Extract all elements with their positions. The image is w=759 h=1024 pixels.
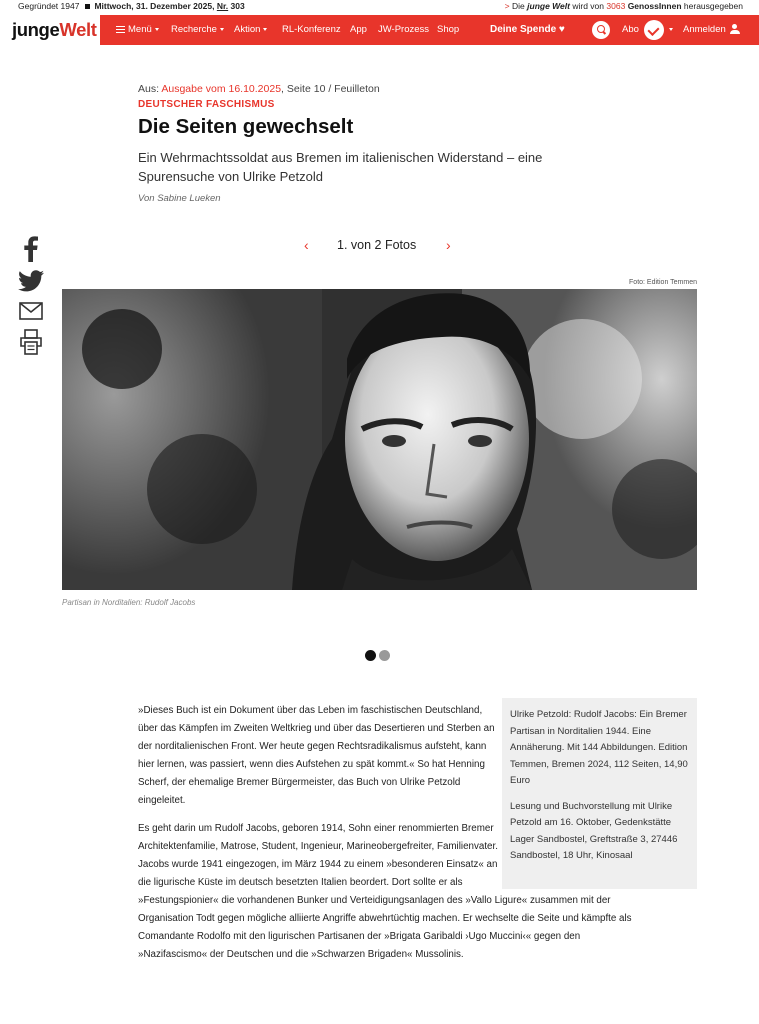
cooperative-promo-link[interactable] xyxy=(505,0,743,13)
logo-part1: junge xyxy=(12,19,60,40)
promo-text-mid: wird von xyxy=(572,1,605,11)
abo-dropdown[interactable] xyxy=(666,15,673,45)
article-kicker: DEUTSCHER FASCHISMUS xyxy=(138,99,275,110)
infobox-event: Lesung und Buchvorstellung mit Ulrike Petzold am 16. Oktober, Gedenkstätte Lager Sandbostel, Greftstraße 3, 27446 Sandbostel, 18 Uhr, Kinosaal xyxy=(510,800,678,861)
main-nav xyxy=(100,15,759,45)
nav-shop[interactable]: Shop xyxy=(437,24,460,35)
infobox-book: Ulrike Petzold: Rudolf Jacobs: Ein Bremer Partisan in Norditalien 1944. Eine Annäherung. Mit 144 Abbildungen. Edition Temmen, Bremen 2024, 112 Seiten, 14,90 Euro xyxy=(510,709,688,786)
caret-down-icon xyxy=(220,28,224,31)
chevron-right-icon: > xyxy=(504,1,510,11)
twitter-icon[interactable] xyxy=(18,270,44,292)
promo-group: GenossInnen xyxy=(627,1,682,11)
check-icon[interactable] xyxy=(644,20,664,40)
gallery-next-button[interactable]: › xyxy=(446,237,451,253)
article-title: Die Seiten gewechselt xyxy=(138,115,354,138)
mail-icon[interactable] xyxy=(18,302,44,320)
portrait-image xyxy=(62,289,697,590)
promo-brand: junge Welt xyxy=(527,1,570,11)
user-icon xyxy=(730,24,740,34)
promo-text-post: herausgegeben xyxy=(683,1,743,11)
gallery-dot-1[interactable] xyxy=(365,650,376,661)
article-subtitle: Ein Wehrmachtssoldat aus Bremen im italienischen Widerstand – eine Spurensuche von Ulrike Petzold xyxy=(138,150,543,184)
gallery-prev-button[interactable]: ‹ xyxy=(304,237,309,253)
issue-number: 303 xyxy=(230,1,245,11)
caret-down-icon xyxy=(155,28,159,31)
gallery-nav xyxy=(300,236,460,254)
paragraph-2: Es geht darin um Rudolf Jacobs, geboren 1914, Sohn einer renommierten Bremer Architektenfamilie, Matrose, Student, Ingenieur, Marineobergefreiter, Familienvater. Jacobs wurde 1941 eingezogen, im März 1944 zu einem »besonderen Einsatz« an die ligurische Küste im deutsch besetzten Italien beordert. Dort sollte er als »Festungspionier« die vorhandenen Bunker und Verteidigungsanlagen des »Vallo Ligure« zusammen mit der Organisation Todt gegen mögliche alliierte Angriffe abwehrtüchtig machen. Er wechselte die Seite und kämpfte als Comandante Rodolfo mit den ligurischen Partisanen der »Brigata Garibaldi ›Ugo Muccini‹« gegen den »Nazifascismo« der Deutschen und die »Schwarzen Brigaden« Mussolinis. xyxy=(138,823,632,960)
gallery-dot-2[interactable] xyxy=(379,650,390,661)
founded-text: Gegründet 1947 xyxy=(18,1,80,11)
nav-app[interactable]: App xyxy=(350,24,367,35)
promo-text-pre: Die xyxy=(512,1,525,11)
date-text: Mittwoch, 31. Dezember 2025, xyxy=(94,1,215,11)
article-photo[interactable] xyxy=(62,289,697,590)
gallery-counter: 1. von 2 Fotos xyxy=(337,238,417,252)
nav-abo[interactable]: Abo xyxy=(622,24,639,35)
meta-suffix: , Seite 10 / Feuilleton xyxy=(281,83,380,95)
nav-menu[interactable]: Menü xyxy=(116,15,159,45)
site-logo[interactable] xyxy=(12,18,96,42)
nav-donate[interactable]: Deine Spende ♥ xyxy=(490,24,565,35)
caret-down-icon xyxy=(263,28,267,31)
article-author: Von Sabine Lueken xyxy=(138,193,221,204)
photo-credit: Foto: Edition Temmen xyxy=(629,279,697,286)
square-icon xyxy=(85,4,90,9)
nav-recherche[interactable]: Recherche xyxy=(171,15,224,45)
search-icon[interactable] xyxy=(592,21,610,39)
article-meta xyxy=(138,83,380,95)
nav-aktion[interactable]: Aktion xyxy=(234,15,267,45)
photo-caption: Partisan in Norditalien: Rudolf Jacobs xyxy=(62,598,196,607)
paragraph-1: »Dieses Buch ist ein Dokument über das Leben im faschistischen Deutschland, über das Kämpfen im Zweiten Weltkrieg und über das Desertieren und Sterben an der norditalienischen Front. Wer heute gegen Rechtsradikalismus aufsteht, kann hier lernen, was passiert, wenn dies Aufstehen zu spät kommt.« So hat Henning Scherf, der ehemalige Bremer Bürgermeister, das Buch von Ulrike Petzold eingeleitet. xyxy=(138,705,495,806)
menu-icon xyxy=(116,26,125,33)
print-icon[interactable] xyxy=(18,329,44,355)
nav-rl-konferenz[interactable]: RL-Konferenz xyxy=(282,24,341,35)
issue-label: Nr. xyxy=(216,1,229,11)
facebook-icon[interactable] xyxy=(18,236,44,262)
nav-login[interactable]: Anmelden xyxy=(683,15,740,45)
meta-prefix: Aus: xyxy=(138,83,160,95)
top-strip xyxy=(0,0,759,13)
logo-part2: Welt xyxy=(59,19,97,40)
gallery-dots xyxy=(365,650,390,661)
book-infobox xyxy=(502,698,697,889)
promo-count: 3063 xyxy=(606,1,626,11)
issue-link[interactable]: Ausgabe vom 16.10.2025 xyxy=(161,83,282,95)
top-strip-left xyxy=(18,0,245,13)
caret-down-icon xyxy=(669,28,673,31)
nav-jw-prozess[interactable]: JW-Prozess xyxy=(378,24,430,35)
